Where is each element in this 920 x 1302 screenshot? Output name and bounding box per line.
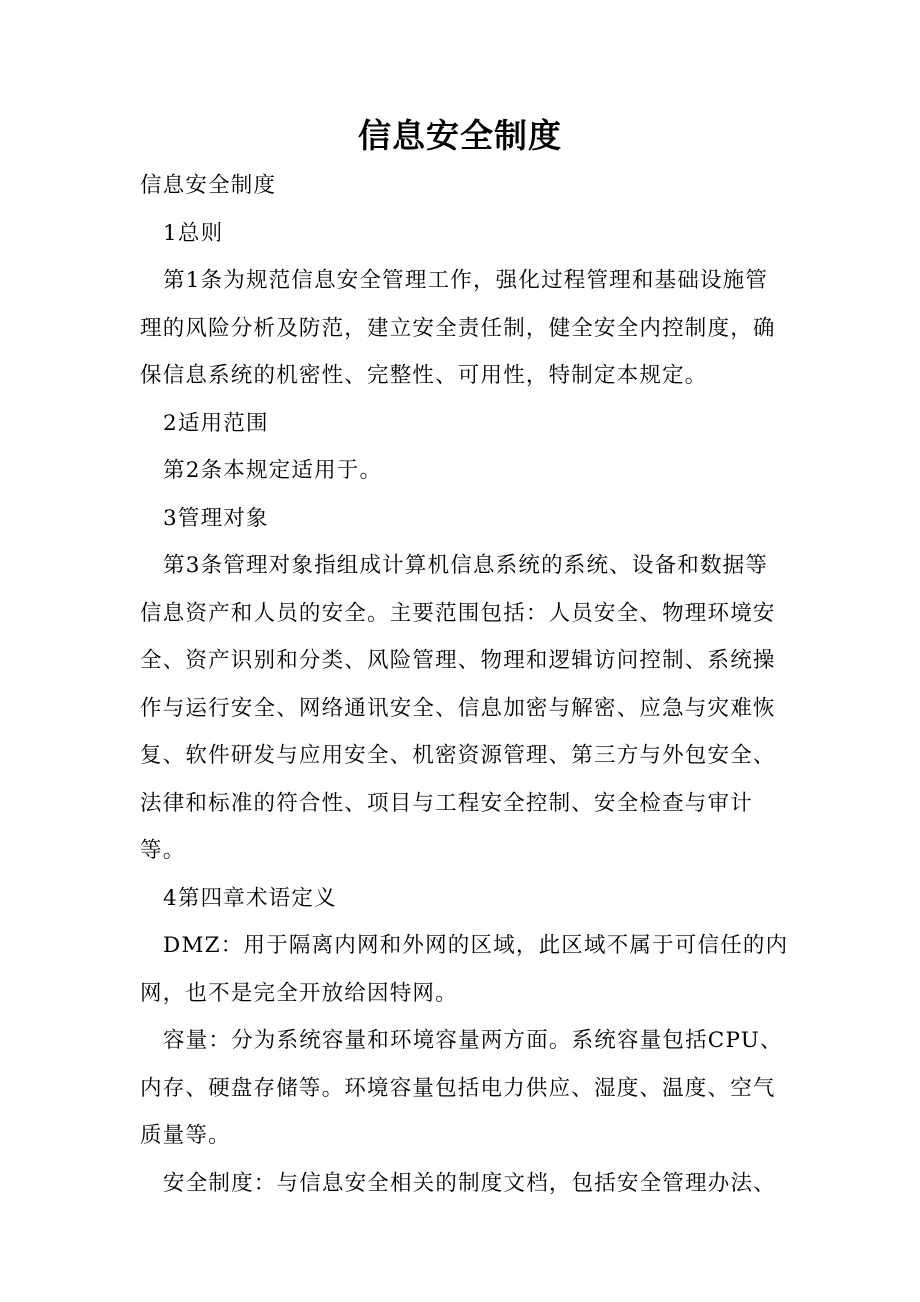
- paragraph-article-1: 第1条为规范信息安全管理工作，强化过程管理和基础设施管理的风险分析及防范，建立安全责任制，健全安全内控制度，确保信息系统的机密性、完整性、可用性，特制定本规定。: [140, 268, 776, 388]
- paragraph-term-security-policy: 安全制度：与信息安全相关的制度文档，包括安全管理办法、: [163, 1170, 776, 1196]
- paragraph-article-2: 第2条本规定适用于。: [163, 458, 383, 483]
- paragraph-subtitle: 信息安全制度: [140, 173, 277, 198]
- document-body: [140, 162, 790, 1207]
- paragraph-term-dmz: DMZ：用于隔离内网和外网的区域，此区域不属于可信任的内网，也不是完全开放给因特网。: [140, 933, 789, 1006]
- section-heading-general: 1总则: [163, 220, 224, 246]
- section-heading-management-objects: 3管理对象: [163, 505, 269, 531]
- section-heading-scope: 2适用范围: [163, 410, 269, 436]
- paragraph-term-capacity: 容量：分为系统容量和环境容量两方面。系统容量包括CPU、内存、硬盘存储等。环境容量包括电力供应、湿度、温度、空气质量等。: [140, 1028, 783, 1148]
- section-heading-terms: 4第四章术语定义: [163, 885, 337, 911]
- document-title: 信息安全制度: [358, 116, 562, 155]
- paragraph-article-3: 第3条管理对象指组成计算机信息系统的系统、设备和数据等信息资产和人员的安全。主要范围包括：人员安全、物理环境安全、资产识别和分类、风险管理、物理和逻辑访问控制、系统操作与运行安全、网络通讯安全、信息加密与解密、应急与灾难恢复、软件研发与应用安全、机密资源管理、第三方与外包安全、法律和标准的符合性、项目与工程安全控制、安全检查与审计等。: [140, 553, 776, 863]
